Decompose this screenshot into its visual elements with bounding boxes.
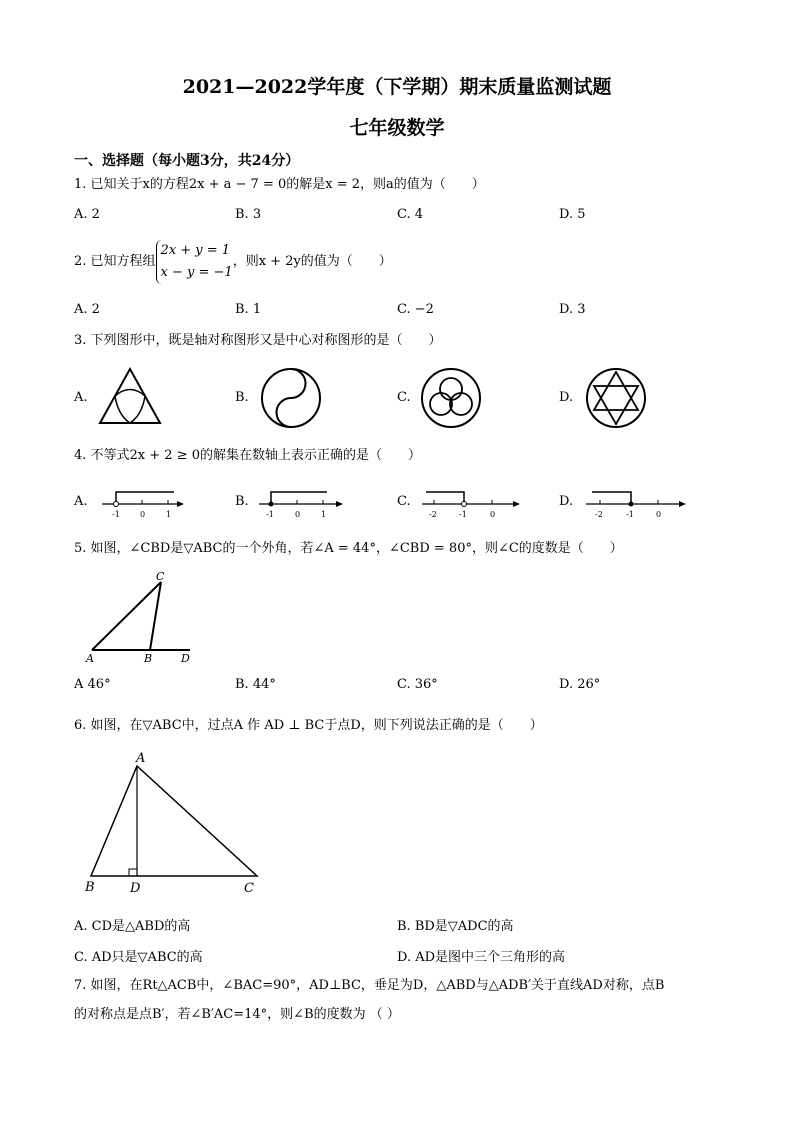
tick-label: -1 <box>266 510 274 519</box>
q6-option-a: A. CD是△ABD的高 <box>74 919 191 934</box>
tick-label: -2 <box>429 510 437 519</box>
q3-option-a: A. <box>74 390 88 405</box>
q5-option-a: A 46° <box>74 677 111 692</box>
equation-system <box>156 240 233 284</box>
number-line-b <box>255 486 345 522</box>
figure-3d-star-of-david <box>584 366 648 430</box>
question-5: 5. 如图，∠CBD是▽ABC的一个外角，若∠A = 44°，∠CBD = 80°，则∠C的度数是（ ） <box>74 541 623 556</box>
question-7-line-2: 的对称点是点B′，若∠B′AC=14°，则∠B的度数为 （ ） <box>74 1007 400 1022</box>
tick-label: 1 <box>321 510 327 519</box>
q3-option-c: C. <box>397 390 411 405</box>
q2-equation-2: x − y = −1 <box>160 265 233 280</box>
section-heading: 一、选择题（每小题3分，共24分） <box>74 153 300 169</box>
vertex-label-b: B <box>144 652 153 664</box>
question-7-line-1: 7. 如图，在Rt△ACB中，∠BAC=90°，AD⊥BC，垂足为D，△ABD与△ADB′关于直线AD对称，点B <box>74 978 665 993</box>
tick-label: -2 <box>595 510 603 519</box>
vertex-label-b: B <box>85 880 95 895</box>
q2-suffix: ，则x + 2y的值为（ ） <box>232 254 392 269</box>
q5-option-b: B. 44° <box>235 677 276 692</box>
page-subtitle: 七年级数学 <box>349 117 445 139</box>
q1-option-a: A. 2 <box>74 207 100 222</box>
q2-option-a: A. 2 <box>74 302 100 317</box>
q4-option-a: A. <box>74 494 88 509</box>
number-line-d <box>582 486 688 522</box>
figure-3b-yinyang <box>259 366 323 430</box>
vertex-label-a: A <box>86 652 94 664</box>
q4-option-c: C. <box>397 494 411 509</box>
q1-option-d: D. 5 <box>559 207 586 222</box>
figure-6-triangle <box>80 748 270 898</box>
tick-label: -1 <box>626 510 634 519</box>
q2-prefix: 2. 已知方程组 <box>74 254 156 269</box>
question-3: 3. 下列图形中，既是轴对称图形又是中心对称图形的是（ ） <box>74 333 442 348</box>
vertex-label-c: C <box>244 881 254 896</box>
number-line-a <box>98 486 186 522</box>
q6-option-d: D. AD是图中三个三角形的高 <box>397 950 566 965</box>
q1-option-c: C. 4 <box>397 207 424 222</box>
question-4: 4. 不等式2x + 2 ≥ 0的解集在数轴上表示正确的是（ ） <box>74 448 421 463</box>
vertex-label-c: C <box>156 570 165 583</box>
q6-option-c: C. AD只是▽ABC的高 <box>74 950 203 965</box>
q5-option-d: D. 26° <box>559 677 601 692</box>
q2-option-d: D. 3 <box>559 302 586 317</box>
question-2 <box>74 240 392 284</box>
tick-label: 0 <box>295 510 301 519</box>
q1-option-b: B. 3 <box>235 207 262 222</box>
figure-3c-three-circles <box>419 366 483 430</box>
figure-5-triangle <box>70 568 200 664</box>
tick-label: 0 <box>656 510 662 519</box>
question-1: 1. 已知关于x的方程2x + a − 7 = 0的解是x = 2，则a的值为（ ） <box>74 177 485 192</box>
q2-equation-1: 2x + y = 1 <box>160 243 231 258</box>
q4-option-d: D. <box>559 494 574 509</box>
page-title: 2021—2022学年度（下学期）期末质量监测试题 <box>182 76 612 98</box>
vertex-label-a: A <box>136 751 146 766</box>
figure-3a-triangle <box>96 365 164 427</box>
number-line-c <box>418 486 522 522</box>
question-6: 6. 如图，在▽ABC中，过点A 作 AD ⊥ BC于点D，则下列说法正确的是（ ） <box>74 718 543 733</box>
q2-option-c: C. −2 <box>397 302 434 317</box>
q3-option-b: B. <box>235 390 249 405</box>
q3-option-d: D. <box>559 390 574 405</box>
tick-label: 1 <box>166 510 172 519</box>
q4-option-b: B. <box>235 494 249 509</box>
tick-label: 0 <box>490 510 496 519</box>
tick-label: -1 <box>459 510 467 519</box>
vertex-label-d: D <box>130 881 141 896</box>
tick-label: -1 <box>112 510 120 519</box>
tick-label: 0 <box>140 510 146 519</box>
q6-option-b: B. BD是▽ADC的高 <box>397 919 514 934</box>
vertex-label-d: D <box>181 652 190 664</box>
q2-option-b: B. 1 <box>235 302 262 317</box>
q5-option-c: C. 36° <box>397 677 438 692</box>
